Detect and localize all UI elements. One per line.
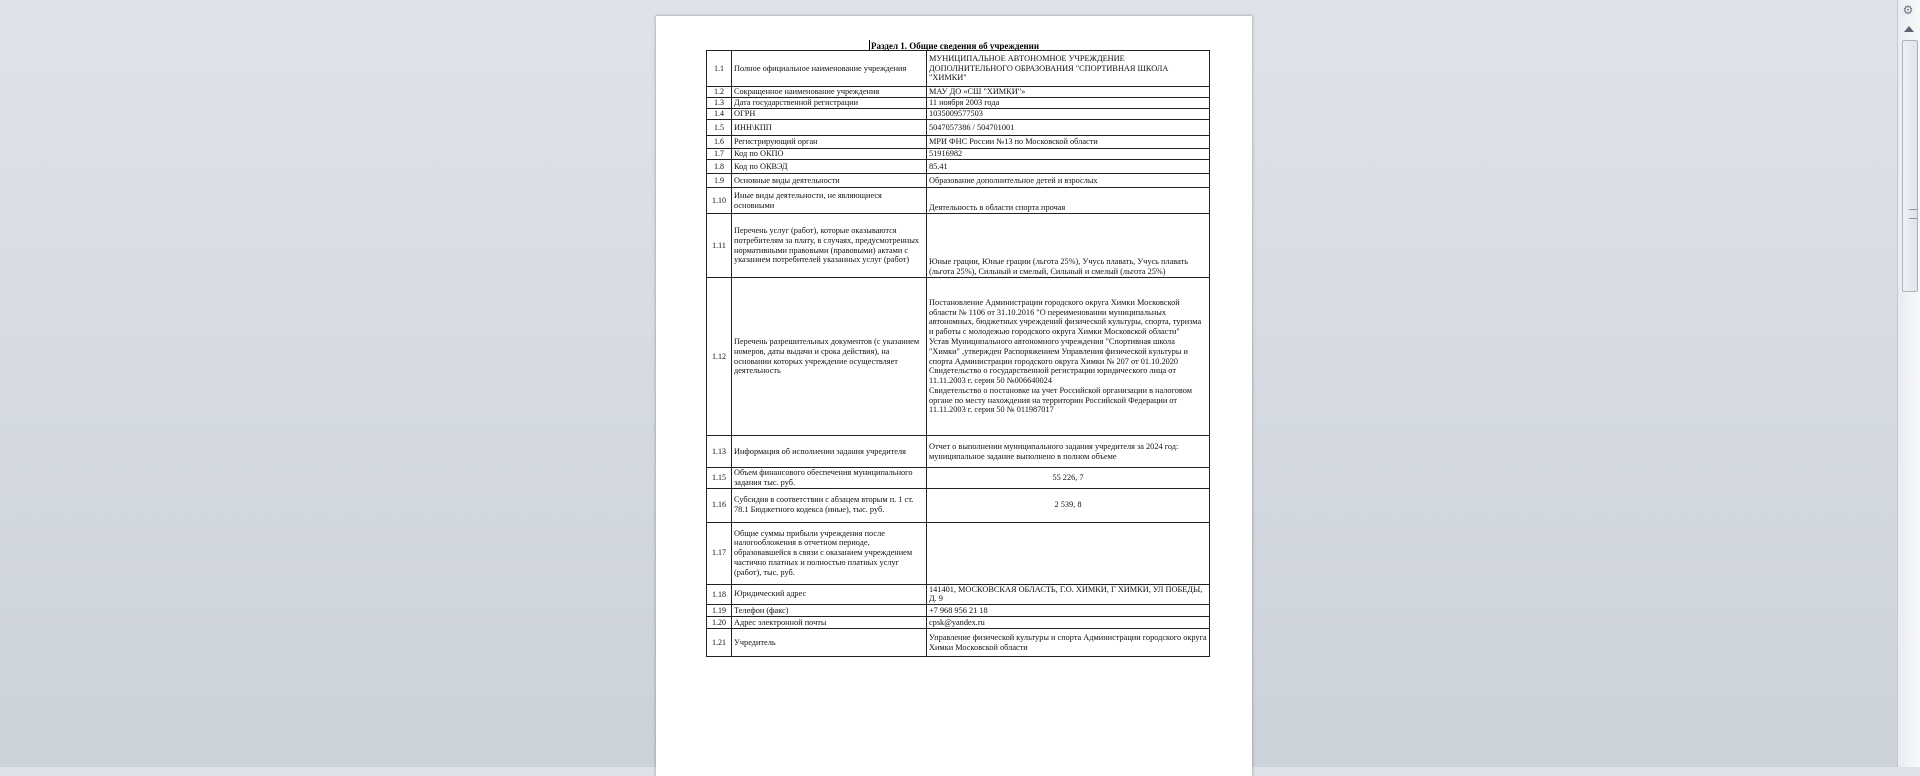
row-label: Объем финансового обеспечения муниципального задания тыс. руб. [732, 468, 927, 489]
row-label: Перечень услуг (работ), которые оказываются потребителям за плату, в случаях, предусмотренных нормативными правовыми (правовыми) актами с указанием потребителей указанных услуг (работ) [732, 214, 927, 278]
value-paragraph: 51916982 [929, 149, 963, 159]
row-number: 1.19 [707, 605, 732, 617]
row-number: 1.21 [707, 629, 732, 657]
table-row [707, 174, 1210, 188]
row-value [927, 120, 1210, 136]
table-row [707, 214, 1210, 278]
value-paragraph: Деятельность в области спорта прочая [929, 203, 1066, 213]
value-paragraph: МАУ ДО «СШ "ХИМКИ"» [929, 87, 1026, 97]
table-row [707, 605, 1210, 617]
row-label: Дата государственной регистрации [732, 98, 927, 109]
row-number: 1.3 [707, 98, 732, 109]
row-number: 1.2 [707, 87, 732, 98]
row-number: 1.10 [707, 188, 732, 214]
row-value [927, 188, 1210, 214]
table-row [707, 488, 1210, 522]
row-value [927, 51, 1210, 87]
row-number: 1.18 [707, 584, 732, 605]
row-label: Субсидия в соответствии с абзацем вторым п. 1 ст. 78.1 Бюджетного кодекса (иные), тыс. руб. [732, 488, 927, 522]
row-label: Телефон (факс) [732, 605, 927, 617]
general-info-table [706, 50, 1210, 657]
row-number: 1.13 [707, 436, 732, 468]
table-row [707, 51, 1210, 87]
row-number: 1.8 [707, 160, 732, 174]
row-number: 1.1 [707, 51, 732, 87]
row-number: 1.7 [707, 149, 732, 160]
grip-icon [1909, 209, 1917, 219]
value-paragraph: Образование дополнительное детей и взрослых [929, 175, 1098, 185]
value-paragraph: Свидетельство о постановке на учет Российской организации в налоговом органе по месту нахождения на территории Российской Федерации от 11.11.2003 г. серия 50 № 011987017 [929, 385, 1193, 415]
value-paragraph: Отчет о выполнении муниципального задания учредителя за 2024 год: муниципальное задание выполнено в полном объеме [929, 441, 1179, 461]
row-number: 1.9 [707, 174, 732, 188]
value-paragraph: +7 968 956 21 18 [929, 605, 988, 615]
row-value [927, 629, 1210, 657]
value-paragraph: 55 226, 7 [1052, 472, 1084, 482]
value-paragraph: 1035009577503 [929, 109, 983, 119]
row-label: Код по ОКПО [732, 149, 927, 160]
row-number: 1.16 [707, 488, 732, 522]
scroll-up-arrow-icon[interactable] [1904, 26, 1914, 32]
row-value [927, 136, 1210, 149]
row-value [927, 174, 1210, 188]
value-paragraph: Постановление Администрации городского округа Химки Московской области № 1106 от 31.10.2016 "О переименовании муниципальных автономных, бюджетных учреждений физической культуры, спорта, туризма и работы с молодежью городского округа Химки Московской области" [929, 297, 1202, 337]
value-paragraph: Юные грации, Юные грации (льгота 25%), Учусь плавать, Учусь плавать (льгота 25%), Сильный и смелый, Сильный и смелый (льгота 25%) [929, 257, 1188, 277]
row-label: Общие суммы прибыли учреждения после налогообложения в отчетном периоде, образовавшейся в связи с оказанием учреждением частично платных и полностью платных услуг (работ), тыс. руб. [732, 522, 927, 584]
row-number: 1.15 [707, 468, 732, 489]
table-row [707, 584, 1210, 605]
row-number: 1.12 [707, 278, 732, 436]
value-paragraph: 85.41 [929, 161, 948, 171]
vertical-scrollbar[interactable] [1897, 0, 1920, 767]
row-label: Перечень разрешительных документов (с указанием номеров, даты выдачи и срока действия), на основании которых учреждение осуществляет деятельность [732, 278, 927, 436]
row-label: ОГРН [732, 109, 927, 120]
value-paragraph: МУНИЦИПАЛЬНОЕ АВТОНОМНОЕ УЧРЕЖДЕНИЕ ДОПОЛНИТЕЛЬНОГО ОБРАЗОВАНИЯ "СПОРТИВНАЯ ШКОЛА "ХИМКИ" [929, 53, 1169, 83]
row-value [927, 214, 1210, 278]
row-number: 1.20 [707, 617, 732, 629]
table-row [707, 629, 1210, 657]
row-value [927, 109, 1210, 120]
value-paragraph: cpsk@yandex.ru [929, 617, 985, 627]
text-cursor [869, 40, 870, 50]
value-paragraph: 2 539, 8 [1054, 500, 1082, 510]
table-row [707, 87, 1210, 98]
row-label: Адрес электронной почты [732, 617, 927, 629]
row-value [927, 584, 1210, 605]
scrollbar-thumb[interactable] [1902, 40, 1918, 292]
table-row [707, 109, 1210, 120]
row-number: 1.5 [707, 120, 732, 136]
table-row [707, 149, 1210, 160]
row-value [927, 278, 1210, 436]
row-label: Информация об исполнении задания учредителя [732, 436, 927, 468]
value-paragraph: 5047057386 / 504701001 [929, 122, 1015, 132]
section-heading-text: Раздел 1. Общие сведения об учреждении [870, 41, 1040, 51]
document-page[interactable] [656, 16, 1252, 776]
table-row [707, 98, 1210, 109]
row-number: 1.11 [707, 214, 732, 278]
table-row [707, 468, 1210, 489]
row-label: Код по ОКВЭД [732, 160, 927, 174]
row-value [927, 87, 1210, 98]
row-value [927, 436, 1210, 468]
row-number: 1.6 [707, 136, 732, 149]
row-label: Иные виды деятельности, не являющиеся основными [732, 188, 927, 214]
row-value [927, 522, 1210, 584]
row-label: ИНН\КПП [732, 120, 927, 136]
value-paragraph: 141401, МОСКОВСКАЯ ОБЛАСТЬ, Г.О. ХИМКИ, Г ХИМКИ, УЛ ПОБЕДЫ, Д. 9 [929, 584, 1203, 604]
table-row [707, 436, 1210, 468]
value-paragraph: 11 ноября 2003 года [929, 98, 1000, 108]
table-row [707, 120, 1210, 136]
row-value [927, 617, 1210, 629]
row-value [927, 160, 1210, 174]
row-value [927, 149, 1210, 160]
row-label: Регистрирующий орган [732, 136, 927, 149]
row-number: 1.17 [707, 522, 732, 584]
value-paragraph: Устав Муниципального автономного учреждения "Спортивная школа "Химки" ,утвержден Распоряжением Управления физической культуры и спорта Администрации городского округа Химки № 207 от 01.10.2020 [929, 336, 1189, 366]
table-row [707, 136, 1210, 149]
value-paragraph: Управление физической культуры и спорта Администрации городского округа Химки Московской области [929, 632, 1207, 652]
row-label: Юридический адрес [732, 584, 927, 605]
row-label: Учредитель [732, 629, 927, 657]
row-label: Сокращенное наименование учреждения [732, 87, 927, 98]
row-number: 1.4 [707, 109, 732, 120]
table-row [707, 188, 1210, 214]
ruler-icon[interactable]: ⚙ [1902, 3, 1914, 17]
table-row [707, 160, 1210, 174]
row-value [927, 98, 1210, 109]
row-label: Основные виды деятельности [732, 174, 927, 188]
row-label: Полное официальное наименование учреждения [732, 51, 927, 87]
row-value [927, 468, 1210, 489]
table-row [707, 278, 1210, 436]
table-row [707, 522, 1210, 584]
value-paragraph: МРИ ФНС России №13 по Московской области [929, 137, 1098, 147]
table-row [707, 617, 1210, 629]
value-paragraph: Свидетельство о государственной регистрации юридического лица от 11.11.2003 г. серия 50 №006640024 [929, 366, 1176, 386]
row-value [927, 605, 1210, 617]
row-value [927, 488, 1210, 522]
